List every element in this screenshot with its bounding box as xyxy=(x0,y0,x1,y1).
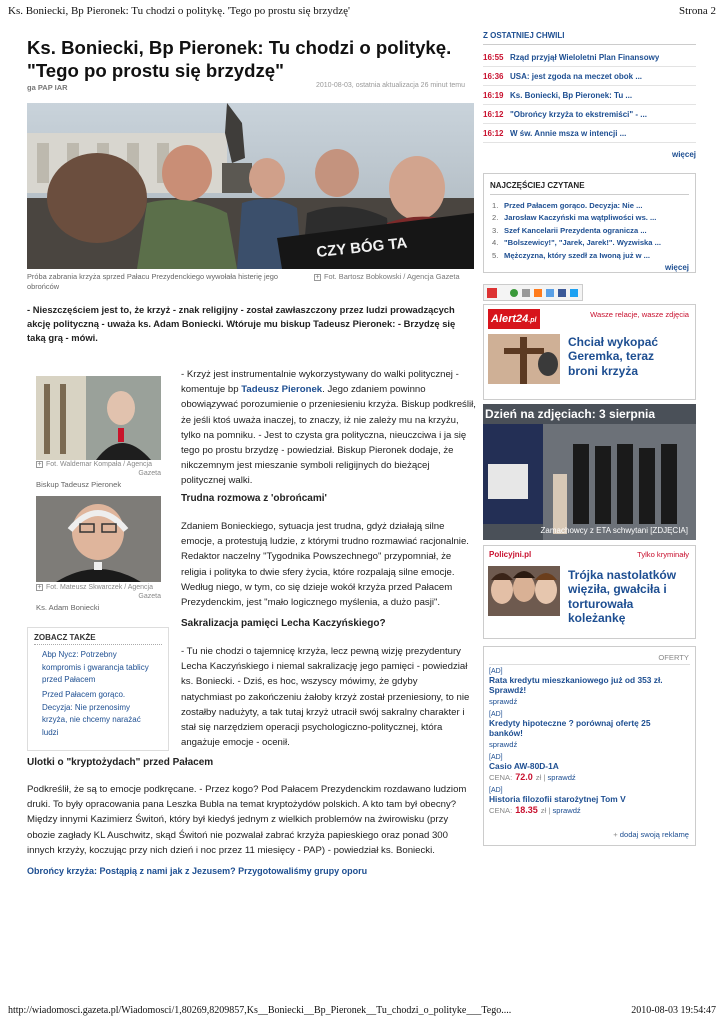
offer-title[interactable]: banków! xyxy=(489,728,523,738)
rss-icon xyxy=(534,289,542,297)
popular-item[interactable] xyxy=(492,212,689,225)
subheading-3: Ulotki o "kryptożydach" przed Pałacem xyxy=(27,757,214,768)
link-tadeusz-pieronek[interactable]: Tadeusz Pieronek xyxy=(241,384,323,396)
policyjni-logo[interactable]: Policyjni.pl xyxy=(489,550,532,559)
offer-title[interactable]: Sprawdź! xyxy=(489,685,527,695)
offer-check-link[interactable]: sprawdź xyxy=(489,697,518,706)
latest-news-title[interactable]: "Obrońcy krzyża to ekstremiści" - ... xyxy=(510,109,647,119)
paragraph-1: - Krzyż jest instrumentalnie wykorzystywany do walki politycznej - komentuje bp Tadeusz Pieronek. Jego zdaniem powinno obowiązywać porozumienie o przeniesieniu krzyża. Biskup podkreślił, że jeśli ktoś uważa inaczej, to znaczy, iż nie zależy mu na krzyżu, tylko na pomniku. - Jest to czysta gra polityczna, nieuczciwa i ja się tego po prostu brzydzę - powiedział. Biskup Pieronek dodaje, że nikczemnym jest mieszanie symboli religijnych do bieżącej politycznej walki. xyxy=(181,369,476,487)
paragraph-3: - Tu nie chodzi o tajemnicę krzyża, lecz pewną wizję prezydentury Lecha Kaczyńskiego i niemal sakralizację jego pamięci - powiedział ks. Boniecki. - Dziś, es hoc, wszyscy mówimy, że gdyby natychmiast po zakończeniu żałoby krzyż został przeniesiony, to nie zostałby nadużyty, a tak tutaj krzyż utracił swój sakralny charakter i stał się narzędziem operacji psychologiczno-politycznej, która angażuje emocje - ocenił. xyxy=(181,646,470,749)
offers-box xyxy=(483,646,696,846)
latest-more-link[interactable]: więcej xyxy=(671,150,696,159)
lead-line-1: - Nieszczęściem jest to, że krzyż - znak religijny - został zawłaszczony przez ludzi prowadzących xyxy=(27,304,455,315)
offer-item[interactable] xyxy=(489,754,689,784)
offer-currency: zł xyxy=(535,773,542,782)
popular-title[interactable]: "Bolszewicy!", "Jarek, Jarek!". Wyzwiska ... xyxy=(504,238,661,248)
photo-pieronek-credit-line-2: Gazeta xyxy=(138,470,161,477)
article-lead xyxy=(27,303,477,346)
protest-sign-text: CZY BÓG TA xyxy=(315,234,409,261)
offer-item[interactable] xyxy=(489,711,689,751)
popular-box xyxy=(483,173,696,273)
share-icon xyxy=(487,288,497,298)
article-title-line-1: Ks. Boniecki, Bp Pieronek: Tu chodzi o politykę. xyxy=(27,37,452,58)
photo-pieronek xyxy=(36,376,161,460)
photo-boniecki-caption: Ks. Adam Boniecki xyxy=(36,603,100,612)
offer-price-label: CENA: xyxy=(489,806,513,815)
day-photos-title: Dzień na zdjęciach: 3 sierpnia xyxy=(485,407,656,421)
popular-rank: 3. xyxy=(492,225,499,235)
dateline: 2010-08-03, ostatnia aktualizacja 26 minut temu xyxy=(316,82,466,89)
offer-item[interactable] xyxy=(489,668,689,708)
alert24-story-link[interactable]: Chciał wykopać Geremka, teraz broni krzyża xyxy=(568,335,659,378)
popular-title[interactable]: Przed Pałacem gorąco. Decyzja: Nie ... xyxy=(504,200,643,210)
ad-tag: [AD] xyxy=(489,668,503,675)
popular-rank: 4. xyxy=(492,238,499,248)
main-photo-credit-text: Fot. Bartosz Bobkowski / Agencja Gazeta xyxy=(324,272,460,281)
day-photos-box[interactable] xyxy=(483,404,696,540)
print-footer-datetime: 2010-08-03 19:54:47 xyxy=(631,1005,716,1016)
photo-pieronek-credit-line-1: Fot. Waldemar Kompała / Agencja xyxy=(46,461,152,468)
latest-news-item[interactable] xyxy=(483,67,696,86)
ad-tag: [AD] xyxy=(489,711,503,718)
photo-boniecki xyxy=(36,496,161,582)
policyjni-photo[interactable] xyxy=(488,566,560,616)
latest-news-item[interactable] xyxy=(483,48,696,67)
email-icon xyxy=(546,289,554,297)
offer-title[interactable]: Kredyty hipoteczne ? porównaj ofertę 25 xyxy=(489,718,651,728)
offer-check-link[interactable]: sprawdź xyxy=(552,806,581,815)
offer-currency: zł xyxy=(540,806,547,815)
alert24-tagline: Wasze relacje, wasze zdjęcia xyxy=(590,310,689,319)
article-title-line-2: "Tego po prostu się brzydzę" xyxy=(27,60,284,81)
offer-price: 72.0 xyxy=(515,772,533,782)
offer-title[interactable]: Casio AW-80D-1A xyxy=(489,761,559,771)
main-photo-credit xyxy=(314,272,460,281)
separator: | xyxy=(541,773,548,782)
policyjni-story-link[interactable]: Trójka nastolatków więziła, gwałciła i torturowała koleżankę xyxy=(568,568,677,626)
subheading-2: Sakralizacja pamięci Lecha Kaczyńskiego? xyxy=(181,618,386,629)
lead-line-2: akcję polityczną - uważa ks. Adam Boniecki. Wtóruje mu biskup Tadeusz Pieronek: - Brzydzę się xyxy=(27,318,456,330)
popular-rank: 5. xyxy=(492,250,499,260)
see-also-link-2[interactable]: Przed Pałacem gorąco. Decyzja: Nie przenosimy krzyża, nie chcemy narażać ludzi xyxy=(42,690,141,737)
popular-heading: NAJCZĘŚCIEJ CZYTANE xyxy=(490,181,689,195)
photo-pieronek-caption: Biskup Tadeusz Pieronek xyxy=(36,480,122,489)
see-also-box xyxy=(27,627,169,751)
bottom-related-link[interactable]: Obrońcy krzyża: Postąpią z nami jak z Jezusem? Przygotowaliśmy grupy oporu xyxy=(27,866,368,876)
paragraph-2: Zdaniem Bonieckiego, sytuacja jest trudna, gdyż działają silne emocje, a protestują ludzie, z którymi trudno rozmawiać racjonalnie. Redaktor naczelny "Tygodnika Powszechnego" przypomniał, że religia i polityka to dwie sfery życia, które rozpalają silne emocje. Według niego, w tym, co się dzieje wokół krzyża przed Pałacem Prezydenckim, jest "mało logicznego myślenia, a dużo pasji". xyxy=(181,521,469,609)
offer-title[interactable]: Historia filozofii starożytnej Tom V xyxy=(489,794,626,804)
popular-item[interactable] xyxy=(492,199,689,212)
enlarge-icon[interactable]: + xyxy=(37,460,42,468)
offer-item[interactable] xyxy=(489,787,689,817)
popular-rank: 1. xyxy=(492,200,499,210)
subheading-1: Trudna rozmowa z 'obrońcami' xyxy=(181,493,327,504)
alert24-photo[interactable] xyxy=(488,334,560,384)
photo-boniecki-credit-line-2: Gazeta xyxy=(138,593,161,600)
policyjni-tagline: Tylko kryminały xyxy=(637,550,689,559)
facebook-icon xyxy=(558,289,566,297)
latest-news-time: 16:36 xyxy=(483,71,504,81)
latest-news-title[interactable]: W św. Annie msza w intencji ... xyxy=(510,128,627,138)
policyjni-box xyxy=(483,545,696,639)
photo-boniecki-credit xyxy=(36,583,161,601)
offer-check-link[interactable]: sprawdź xyxy=(547,773,576,782)
enlarge-icon[interactable]: + xyxy=(315,273,320,281)
print-header-title: Ks. Boniecki, Bp Pieronek: Tu chodzi o politykę. 'Tego po prostu się brzydzę' xyxy=(8,5,351,17)
popular-title[interactable]: Jarosław Kaczyński ma wątpliwości ws. ... xyxy=(504,213,657,223)
latest-news-time: 16:12 xyxy=(483,109,504,119)
ad-tag: [AD] xyxy=(489,754,503,761)
popular-title[interactable]: Szef Kancelarii Prezydenta ogranicza ... xyxy=(504,225,647,235)
latest-news-title[interactable]: Ks. Boniecki, Bp Pieronek: Tu ... xyxy=(510,90,633,100)
add-ad-link[interactable]: + dodaj swoją reklamę xyxy=(613,830,689,839)
latest-news-item[interactable] xyxy=(483,86,696,105)
separator: | xyxy=(546,806,553,815)
popular-more-link[interactable]: więcej xyxy=(664,262,689,272)
latest-news-heading: Z OSTATNIEJ CHWILI xyxy=(483,31,696,45)
popular-item[interactable] xyxy=(492,224,689,237)
latest-news-time: 16:12 xyxy=(483,128,504,138)
main-photo-caption xyxy=(27,272,307,292)
wykop-icon xyxy=(510,289,518,297)
enlarge-icon[interactable]: + xyxy=(37,583,42,591)
blip-icon xyxy=(522,289,530,297)
latest-news-title[interactable]: USA: jest zgoda na meczet obok ... xyxy=(510,71,643,81)
popular-item[interactable] xyxy=(492,237,689,250)
lead-line-3: taką grą - mówi. xyxy=(27,332,98,344)
latest-news-title[interactable]: Rząd przyjął Wieloletni Plan Finansowy xyxy=(510,52,660,62)
offer-price-label: CENA: xyxy=(489,773,513,782)
main-photo xyxy=(27,103,474,269)
latest-news-item[interactable] xyxy=(483,105,696,124)
paragraph-4: Podkreślił, że są to emocje podkręcane. - Przez kogo? Pod Pałacem Prezydenckim rozdawano ludziom druki. To były opracowania pana Leszka Bubla na temat kryptożydów polskich. A kto tam był obecny? Między innymi Kazimierz Świtoń, który był kiedyś jednym z wielkich problemów na żwirowisku (przy obozie zagłady KL Auschwitz, skąd Świtoń nie pozwalał zabrać krzyża papieskiego oraz ponad 300 innych krzyży, koczując przy nich dzień i noc przez 11 miesięcy - PAP) - powiedział ks. Boniecki. xyxy=(27,784,467,856)
print-footer-url: http://wiadomosci.gazeta.pl/Wiadomosci/1,80269,8209857,Ks__Boniecki__Bp_Pieronek__Tu_chodzi_o_polityke___Tego.... xyxy=(8,1005,512,1016)
see-also-heading: ZOBACZ TAKŻE xyxy=(34,633,96,642)
latest-news-time: 16:55 xyxy=(483,52,504,62)
see-also-link-1[interactable]: Abp Nycz: Potrzebny kompromis i gwarancja tablicy przed Pałacem xyxy=(42,650,149,684)
popular-rank: 2. xyxy=(492,213,499,223)
day-photos-caption: Zamachowcy z ETA schwytani [ZDJĘCIA] xyxy=(540,526,688,535)
popular-item[interactable] xyxy=(492,249,689,262)
alert24-logo[interactable]: Alert24.pl xyxy=(488,309,540,329)
article-title xyxy=(27,36,477,82)
twitter-icon xyxy=(570,289,578,297)
photo-pieronek-credit xyxy=(36,460,161,478)
offer-title[interactable]: Rata kredytu mieszkaniowego już od 353 zł. xyxy=(489,675,663,685)
offer-check-link[interactable]: sprawdź xyxy=(489,740,518,749)
alert24-box xyxy=(483,304,696,400)
latest-news-box xyxy=(483,31,696,159)
offers-heading: OFERTY xyxy=(658,653,689,662)
offer-price: 18.35 xyxy=(515,805,538,815)
print-page-number: Strona 2 xyxy=(679,5,716,17)
main-photo-caption-line-1: Próba zabrania krzyża sprzed Pałacu Prezydenckiego wywołała histerię jego xyxy=(27,272,279,281)
latest-news-time: 16:19 xyxy=(483,90,504,100)
popular-title[interactable]: Mężczyzna, który szedł za Iwoną już w ... xyxy=(504,250,651,260)
photo-boniecki-credit-line-1: Fot. Mateusz Skwarczek / Agencja xyxy=(46,584,153,591)
latest-news-item[interactable] xyxy=(483,124,696,143)
share-buttons[interactable] xyxy=(483,284,583,301)
plus-icon: + xyxy=(613,830,618,839)
byline: ga PAP IAR xyxy=(27,83,68,92)
main-photo-caption-line-2: obrońców xyxy=(27,282,60,291)
ad-tag: [AD] xyxy=(489,787,503,794)
